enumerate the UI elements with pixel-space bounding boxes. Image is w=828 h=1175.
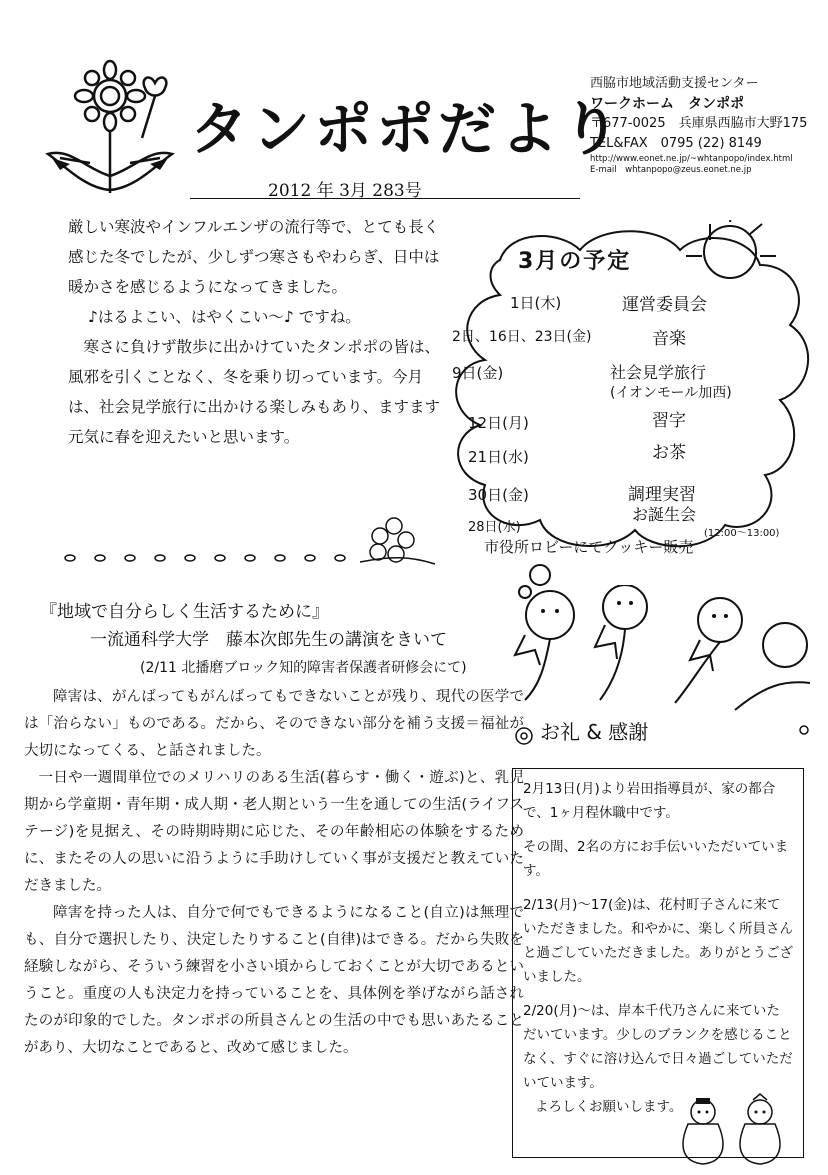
intro-section [68, 212, 448, 452]
schedule-time: (12:00〜13:00) [704, 528, 780, 539]
schedule-event: 調理実習 [628, 485, 696, 505]
thanks-paragraph: よろしくお願いします。 [535, 1099, 683, 1115]
org-line-2: ワークホーム タンポポ [590, 96, 744, 112]
thanks-paragraph: 2/20(月)〜は、岸本千代乃さんに来ていただいています。少しのブランクを感じることなく、すぐに溶け込んで日々過ごしていただいています。 [523, 1003, 793, 1091]
thanks-paragraph: 2/13(月)〜17(金)は、花村町子さんに来ていただきました。和やかに、楽しく所員さんと過ごしていただきました。ありがとうございました。 [523, 897, 793, 985]
intro-paragraph: 厳しい寒波やインフルエンザの流行等で、とても長く感じた冬でしたが、少しずつ寒さもやわらぎ、日中は暖かさを感じるようになってきました。 [68, 218, 440, 296]
lecture-body [24, 684, 524, 1062]
org-line-1: 西脇市地域活動支援センター [590, 76, 759, 91]
schedule-day: 12日(月) [468, 414, 529, 432]
thanks-title: お礼 & 感謝 [540, 720, 649, 744]
hina-dolls-icon [668, 1092, 798, 1167]
flower-decoration-icon [60, 512, 440, 572]
schedule-day: 1日(木) [510, 294, 562, 312]
schedule-note: (イオンモール加西) [610, 385, 732, 401]
org-line-4: TEL&FAX 0795 (22) 8149 [590, 136, 762, 151]
issue-date: 2012 年 3月 283号 [268, 181, 422, 201]
org-email: E-mail whtanpopo@zeus.eonet.ne.jp [590, 165, 752, 175]
intro-paragraph: ♪はるよこい、はやくこい〜♪ ですね。 [88, 308, 361, 326]
schedule-event: 市役所ロビーにてクッキー販売 [484, 538, 694, 556]
schedule-day: 21日(水) [468, 448, 529, 466]
lecture-title: 『地域で自分らしく生活するために』 [40, 602, 329, 622]
org-url: http://www.eonet.ne.jp/~whtanpopo/index.html [590, 154, 793, 164]
lecture-event: (2/11 北播磨ブロック知的障害者保護者研修会にて) [140, 660, 467, 676]
lecture-paragraph: 一日や一週間単位でのメリハリのある生活(暮らす・働く・遊ぶ)と、乳児期から学童期・青年期・成人期・老人期という一生を通しての生活(ライフステージ)を見据え、その時期時期に応じた、その年齢相応の体験をするために、またその人の思いに沿うように手助けしていく事が支援だと教えていただきました。 [24, 770, 524, 894]
lecture-paragraph: 障害を持った人は、自分で何でもできるようになること(自立)は無理でも、自分で選択したり、決定したりすること(自律)はできる。だから失敗を経験しながら、そういう練習を小さい頃からしておくことが大切であるということ。重度の人も決定力を持っていることを、具体例を挙げながら話されたのが印象的でした。タンポポの所員さんとの生活の中でも思いあたることがあり、大切なことであると、改めて感じました。 [24, 905, 524, 1056]
org-info [590, 74, 822, 176]
intro-paragraph: 寒さに負けず散歩に出かけていたタンポポの皆は、風邪を引くことなく、冬を乗り切っています。今月は、社会見学旅行に出かける楽しみもあり、ますます元気に春を迎えたいと思います。 [68, 338, 441, 446]
header-underline [190, 198, 580, 199]
lecture-subtitle: 一流通科学大学 藤本次郎先生の講演をきいて [90, 630, 447, 650]
newsletter-title: タンポポだより [190, 95, 625, 163]
lecture-paragraph: 障害は、がんばってもがんばってもできないことが残り、現代の医学では「治らない」ものである。だから、そのできない部分を補う支援＝福祉が大切になってくる、と話されました。 [24, 689, 524, 759]
schedule-title: 3月の予定 [518, 249, 632, 274]
schedule-extra: お誕生会 [632, 505, 697, 524]
schedule-event: 社会見学旅行 [610, 363, 707, 382]
schedule-day: 30日(金) [468, 486, 529, 504]
schedule-event: お茶 [652, 443, 686, 463]
schedule-event: 習字 [652, 411, 686, 431]
org-line-3: 〒677-0025 兵庫県西脇市大野175 [590, 116, 808, 131]
schedule-day: 9日(金) [452, 364, 504, 382]
dandelion-logo-icon [30, 58, 190, 198]
lecture-heading [40, 598, 510, 682]
dandelion-characters-icon [505, 585, 815, 715]
schedule-day: 28日(水) [468, 520, 521, 535]
schedule-event: 音楽 [652, 329, 686, 349]
thanks-paragraph: その間、2名の方にお手伝いいただいています。 [523, 839, 789, 879]
thanks-paragraph: 2月13日(月)より岩田指導員が、家の都合で、1ヶ月程休職中です。 [523, 781, 776, 821]
schedule-day: 2日、16日、23日(金) [452, 329, 592, 345]
schedule-event: 運営委員会 [622, 295, 707, 315]
